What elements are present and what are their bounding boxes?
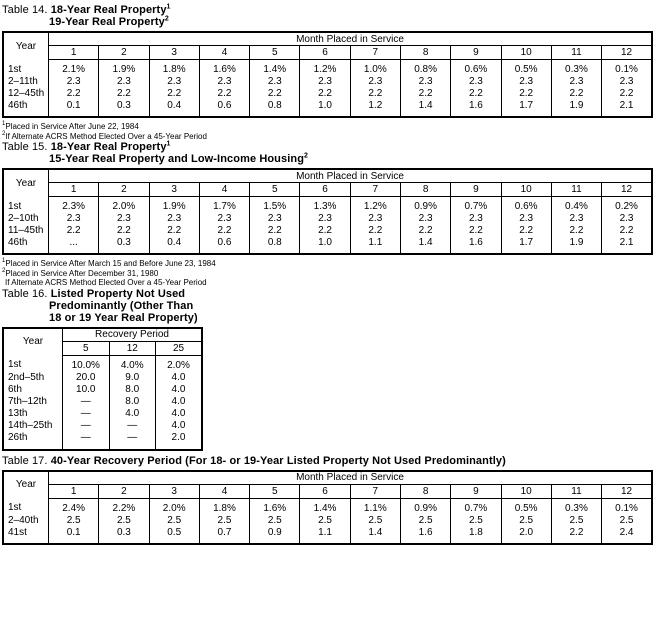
table-number-label: Table 14. [2, 4, 51, 16]
table-cell: 2.5 [551, 515, 601, 527]
table-cell: — [109, 432, 156, 450]
table-number-label: Table 15. [2, 141, 51, 153]
table-cell: 2.3 [300, 213, 350, 225]
table-cell: 2.3 [49, 76, 99, 88]
table-cell: 1.6% [250, 498, 300, 515]
table-cell: 2.2 [501, 225, 551, 237]
table-cell: 4.0 [156, 408, 203, 420]
column-header: 12 [602, 46, 652, 60]
row-label: 2–10th [8, 213, 39, 224]
table-cell: 0.3% [551, 60, 601, 77]
table-cell: 2.2 [350, 225, 400, 237]
column-header: 3 [149, 484, 199, 498]
table-cell: 1.9 [551, 237, 601, 254]
header-row [3, 471, 652, 485]
row-label: 41st [8, 526, 27, 538]
table-cell: 2.1% [49, 60, 99, 77]
table-cell: 4.0 [156, 372, 203, 384]
header-row [3, 32, 652, 46]
table-row [3, 384, 202, 396]
table-cell: 2.2 [451, 88, 501, 100]
table-cell: 1.8% [199, 498, 249, 515]
table-cell: 2.2 [199, 88, 249, 100]
table-cell: 1.0% [350, 60, 400, 77]
table-row [3, 408, 202, 420]
table-cell: 2.2 [400, 225, 450, 237]
table-16-section [0, 288, 655, 451]
table-cell: 1.4 [350, 527, 400, 544]
table-cell: 2.3 [49, 213, 99, 225]
column-header: 5 [250, 46, 300, 60]
table-title-text: Listed Property Not Used [50, 287, 186, 300]
column-header: 4 [199, 484, 249, 498]
table-cell: 2.2 [551, 225, 601, 237]
table-cell: 2.5 [300, 515, 350, 527]
table-cell: 0.8 [250, 100, 300, 117]
table-cell: 1.6% [199, 60, 249, 77]
header-row [3, 484, 652, 498]
table-cell: 2.2 [300, 225, 350, 237]
row-label: 46th [8, 100, 28, 111]
table-cell: 0.7% [451, 197, 501, 214]
table-cell: 2.0% [156, 355, 203, 372]
table-cell: 2.3 [451, 213, 501, 225]
column-header: 7 [350, 484, 400, 498]
table-row [3, 100, 652, 117]
row-label: 7th–12th [8, 395, 47, 407]
table-cell: 0.3% [551, 498, 601, 515]
table-cell: 2.3 [250, 213, 300, 225]
table-17-depreciation-table [2, 470, 653, 545]
table-row [3, 515, 652, 527]
footnote-text: If Alternate ACRS Method Elected Over a 45-Year Period [5, 278, 207, 287]
table-cell: 2.5 [199, 515, 249, 527]
footnote [2, 278, 655, 288]
footnote: 2If Alternate ACRS Method Elected Over a 45-Year Period [2, 130, 207, 141]
table-cell: 2.2 [602, 225, 652, 237]
table-cell: 1.8% [149, 60, 199, 77]
column-header: 2 [99, 484, 149, 498]
column-header: 1 [49, 484, 99, 498]
table-cell: 0.8% [400, 60, 450, 77]
footnote: 1Placed in Service After March 15 and Before June 23, 1984 [2, 258, 216, 268]
table-cell: 1.3% [300, 197, 350, 214]
table-cell: 2.5 [149, 515, 199, 527]
table-cell: 2.2 [300, 88, 350, 100]
table-cell: 2.5 [400, 515, 450, 527]
table-cell: 2.2 [149, 225, 199, 237]
table-cell: 2.2 [551, 88, 601, 100]
table-cell: 1.2% [300, 60, 350, 77]
table-cell: 0.7 [199, 527, 249, 544]
table-title-line [2, 4, 655, 16]
table-cell: 2.3 [149, 213, 199, 225]
table-cell: 0.6% [501, 197, 551, 214]
column-header: 4 [199, 183, 249, 197]
table-14-section [0, 4, 655, 141]
column-header: 12 [602, 484, 652, 498]
table-cell: 0.1% [602, 60, 652, 77]
footnote-text: Placed in Service After December 31, 1980 [5, 268, 159, 278]
column-header: 25 [156, 341, 203, 355]
table-cell: 1.8 [451, 527, 501, 544]
table-cell: 1.0 [300, 237, 350, 254]
table-cell: 2.5 [350, 515, 400, 527]
table-cell: 0.5% [501, 60, 551, 77]
row-label: 14th–25th [8, 419, 53, 431]
table-body [3, 197, 652, 255]
table-14-depreciation-table [2, 31, 653, 118]
table-cell: — [63, 396, 110, 408]
table-title-text: Predominantly (Other Than [49, 299, 194, 312]
row-label: 2nd–5th [8, 371, 45, 383]
column-header: 2 [99, 183, 149, 197]
table-cell: 2.3 [300, 76, 350, 88]
table-cell: 4.0% [109, 355, 156, 372]
table-cell: 0.4 [149, 237, 199, 254]
table-row [3, 420, 202, 432]
table-cell: 2.3 [250, 76, 300, 88]
column-header: 8 [400, 46, 450, 60]
table-cell: 2.0% [149, 498, 199, 515]
table-cell: 1.4 [400, 237, 450, 254]
column-header: 5 [250, 183, 300, 197]
footnote: 1Placed in Service After June 22, 1984 [2, 121, 139, 131]
column-header: 3 [149, 183, 199, 197]
table-title [2, 288, 655, 324]
table-cell: ... [49, 237, 99, 254]
table-row [3, 88, 652, 100]
table-cell: 2.2 [501, 88, 551, 100]
table-header [3, 169, 652, 197]
column-header: 11 [551, 484, 601, 498]
header-row [3, 169, 652, 183]
table-header [3, 328, 202, 356]
table-title [2, 455, 655, 467]
column-header: 10 [501, 46, 551, 60]
table-cell: 20.0 [63, 372, 110, 384]
table-header [3, 471, 652, 499]
table-cell: 8.0 [109, 384, 156, 396]
table-header [3, 32, 652, 60]
table-cell: 1.4 [400, 100, 450, 117]
column-header: 11 [551, 183, 601, 197]
column-header: 6 [300, 183, 350, 197]
table-footnotes [2, 122, 655, 141]
table-cell: 2.2 [350, 88, 400, 100]
table-cell: 1.0 [300, 100, 350, 117]
table-17-section [0, 455, 655, 545]
table-cell: 2.2 [149, 88, 199, 100]
column-header: 7 [350, 46, 400, 60]
table-cell: 2.2% [99, 498, 149, 515]
table-cell: 2.0 [501, 527, 551, 544]
column-header: 12 [109, 341, 156, 355]
table-cell: 1.7 [501, 237, 551, 254]
table-cell: 2.2 [250, 88, 300, 100]
table-cell: 2.2 [551, 527, 601, 544]
table-row [3, 372, 202, 384]
table-cell: 2.2 [602, 88, 652, 100]
table-cell: 1.6 [451, 237, 501, 254]
table-cell: 1.2% [350, 197, 400, 214]
footnote-marker: 2 [304, 152, 309, 160]
table-title-line [2, 455, 655, 467]
table-body [3, 60, 652, 118]
table-title [2, 141, 655, 165]
footnote-text: Placed in Service After March 15 and Before June 23, 1984 [5, 259, 216, 268]
table-cell: 2.5 [501, 515, 551, 527]
table-cell: 2.1 [602, 100, 652, 117]
table-row [3, 498, 652, 515]
row-label: 13th [8, 407, 28, 419]
table-cell: 1.2 [350, 100, 400, 117]
footnote-marker: 1 [166, 3, 171, 11]
table-cell: 1.4% [300, 498, 350, 515]
table-cell: 2.3 [149, 76, 199, 88]
table-row [3, 60, 652, 77]
table-cell: 2.4% [49, 498, 99, 515]
row-label: 2–40th [8, 514, 39, 526]
row-label: 1st [8, 63, 22, 75]
table-cell: 1.1 [300, 527, 350, 544]
group-header: Month Placed in Service [49, 32, 653, 46]
column-header: 2 [99, 46, 149, 60]
table-cell: 0.6% [451, 60, 501, 77]
table-cell: 2.3 [99, 213, 149, 225]
table-15-depreciation-table [2, 168, 653, 255]
table-cell: 0.9 [250, 527, 300, 544]
table-cell: 2.5 [49, 515, 99, 527]
row-label: 26th [8, 431, 28, 443]
table-cell: 2.3 [501, 213, 551, 225]
column-header: 9 [451, 484, 501, 498]
footnote-text: Placed in Service After June 22, 1984 [5, 122, 139, 131]
table-cell: 2.3 [99, 76, 149, 88]
row-label: 1st [8, 359, 22, 371]
table-title-text: 15-Year Real Property and Low-Income Housing$^2$ [49, 152, 309, 165]
table-row [3, 396, 202, 408]
table-cell: 2.1 [602, 237, 652, 254]
table-cell: 0.4 [149, 100, 199, 117]
group-header: Month Placed in Service [49, 169, 653, 183]
table-cell: 2.3 [199, 213, 249, 225]
table-row [3, 76, 652, 88]
table-cell: 2.3 [199, 76, 249, 88]
table-body [3, 498, 652, 544]
column-header: 12 [602, 183, 652, 197]
table-cell: 2.3 [400, 213, 450, 225]
table-cell: 2.2 [250, 225, 300, 237]
table-cell: 0.4% [551, 197, 601, 214]
column-header: 10 [501, 484, 551, 498]
table-cell: 9.0 [109, 372, 156, 384]
table-cell: 2.2 [49, 225, 99, 237]
column-header: 5 [250, 484, 300, 498]
table-title-text: 40-Year Recovery Period (For 18- or 19-Year Listed Property Not Used Predominantly) [50, 454, 506, 467]
row-label: 6th [8, 383, 22, 395]
column-header: 3 [149, 46, 199, 60]
table-cell: 0.6 [199, 100, 249, 117]
table-cell: 2.3 [451, 76, 501, 88]
table-cell: 2.2 [99, 88, 149, 100]
table-cell: 1.6 [400, 527, 450, 544]
table-title-line [2, 312, 655, 324]
table-cell: 2.2 [400, 88, 450, 100]
column-header: 7 [350, 183, 400, 197]
table-cell: 1.1 [350, 237, 400, 254]
header-row [3, 328, 202, 342]
table-cell: 2.5 [602, 515, 652, 527]
table-cell: 2.3 [602, 76, 652, 88]
table-cell: 4.0 [156, 396, 203, 408]
table-cell: 2.3 [350, 213, 400, 225]
table-title-line [2, 153, 655, 165]
table-cell: 4.0 [156, 420, 203, 432]
column-header: 1 [49, 46, 99, 60]
column-header: 5 [63, 341, 110, 355]
row-label: 46th [8, 237, 28, 248]
table-cell: 1.1% [350, 498, 400, 515]
table-row [3, 527, 652, 544]
table-cell: 0.9% [400, 197, 450, 214]
table-cell: 0.7% [451, 498, 501, 515]
table-cell: 2.3% [49, 197, 99, 214]
column-header: 10 [501, 183, 551, 197]
column-header: 9 [451, 183, 501, 197]
table-cell: 1.5% [250, 197, 300, 214]
table-cell: 0.6 [199, 237, 249, 254]
table-cell: 2.3 [400, 76, 450, 88]
year-column-header: Year [3, 169, 49, 197]
table-cell: 2.4 [602, 527, 652, 544]
table-cell: 2.2 [199, 225, 249, 237]
table-cell: 2.3 [602, 213, 652, 225]
header-row [3, 46, 652, 60]
table-cell: 0.1 [49, 100, 99, 117]
table-cell: 1.9% [99, 60, 149, 77]
table-row [3, 432, 202, 450]
table-cell: 2.2 [451, 225, 501, 237]
table-cell: 0.5% [501, 498, 551, 515]
row-label: 2–11th [8, 76, 38, 87]
column-header: 1 [49, 183, 99, 197]
table-cell: 1.7% [199, 197, 249, 214]
table-title-text: 18 or 19 Year Real Property) [49, 311, 198, 324]
table-row [3, 197, 652, 214]
table-cell: 4.0 [156, 384, 203, 396]
table-cell: 2.2 [49, 88, 99, 100]
table-title-line [2, 288, 655, 300]
table-body [3, 355, 202, 450]
table-cell: 2.0% [99, 197, 149, 214]
row-label: 12–45th [8, 88, 45, 99]
table-cell: 1.9 [551, 100, 601, 117]
table-row [3, 213, 652, 225]
column-header: 6 [300, 484, 350, 498]
header-row [3, 183, 652, 197]
table-cell: 0.2% [602, 197, 652, 214]
table-cell: 2.5 [451, 515, 501, 527]
table-cell: 0.8 [250, 237, 300, 254]
footnote-marker: 1 [166, 140, 171, 148]
table-cell: 2.0 [156, 432, 203, 450]
table-cell: 1.9% [149, 197, 199, 214]
table-cell: 2.3 [350, 76, 400, 88]
table-cell: 2.5 [99, 515, 149, 527]
table-footnotes [2, 259, 655, 288]
table-number-label: Table 16. [2, 287, 51, 300]
footnote-text: If Alternate ACRS Method Elected Over a 45-Year Period [5, 131, 207, 141]
table-cell: 10.0% [63, 355, 110, 372]
table-row [3, 237, 652, 254]
table-row [3, 355, 202, 372]
table-cell: 0.3 [99, 237, 149, 254]
column-header: 6 [300, 46, 350, 60]
table-title-line [2, 141, 655, 153]
table-cell: 0.9% [400, 498, 450, 515]
row-label: 1st [8, 200, 22, 212]
year-column-header: Year [3, 328, 63, 356]
column-header: 4 [199, 46, 249, 60]
column-header: 9 [451, 46, 501, 60]
table-cell: — [63, 420, 110, 432]
table-title [2, 4, 655, 28]
table-cell: 2.3 [501, 76, 551, 88]
table-cell: 2.3 [551, 213, 601, 225]
group-header: Month Placed in Service [49, 471, 653, 485]
column-header: 8 [400, 484, 450, 498]
column-header: 11 [551, 46, 601, 60]
table-cell: — [63, 408, 110, 420]
table-cell: 0.1% [602, 498, 652, 515]
row-label: 11–45th [8, 225, 44, 236]
table-cell: 1.7 [501, 100, 551, 117]
table-title-line [2, 300, 655, 312]
table-cell: 4.0 [109, 408, 156, 420]
table-title-text: 18-Year Real Property$^1$ [50, 3, 171, 16]
table-cell: 2.2 [99, 225, 149, 237]
group-header: Recovery Period [63, 328, 203, 342]
year-column-header: Year [3, 32, 49, 60]
table-cell: 1.6 [451, 100, 501, 117]
table-cell: 0.3 [99, 100, 149, 117]
table-cell: 0.3 [99, 527, 149, 544]
table-number-label: Table 17. [2, 454, 51, 467]
table-cell: 0.1 [49, 527, 99, 544]
footnote: 2Placed in Service After December 31, 1980 [2, 267, 159, 278]
row-label: 1st [8, 502, 22, 514]
table-cell: 8.0 [109, 396, 156, 408]
table-title-line [2, 16, 655, 28]
table-16-depreciation-table [2, 327, 203, 451]
footnote-marker: 2 [164, 15, 169, 23]
table-cell: 0.5 [149, 527, 199, 544]
column-header: 8 [400, 183, 450, 197]
year-column-header: Year [3, 471, 49, 499]
table-cell: — [109, 420, 156, 432]
table-cell: 2.5 [250, 515, 300, 527]
table-15-section [0, 141, 655, 288]
table-title-text: 18-Year Real Property$^1$ [50, 140, 171, 153]
table-cell: 2.3 [551, 76, 601, 88]
table-row [3, 225, 652, 237]
table-cell: 10.0 [63, 384, 110, 396]
table-cell: — [63, 432, 110, 450]
table-title-text: 19-Year Real Property$^2$ [49, 15, 169, 28]
table-cell: 1.4% [250, 60, 300, 77]
